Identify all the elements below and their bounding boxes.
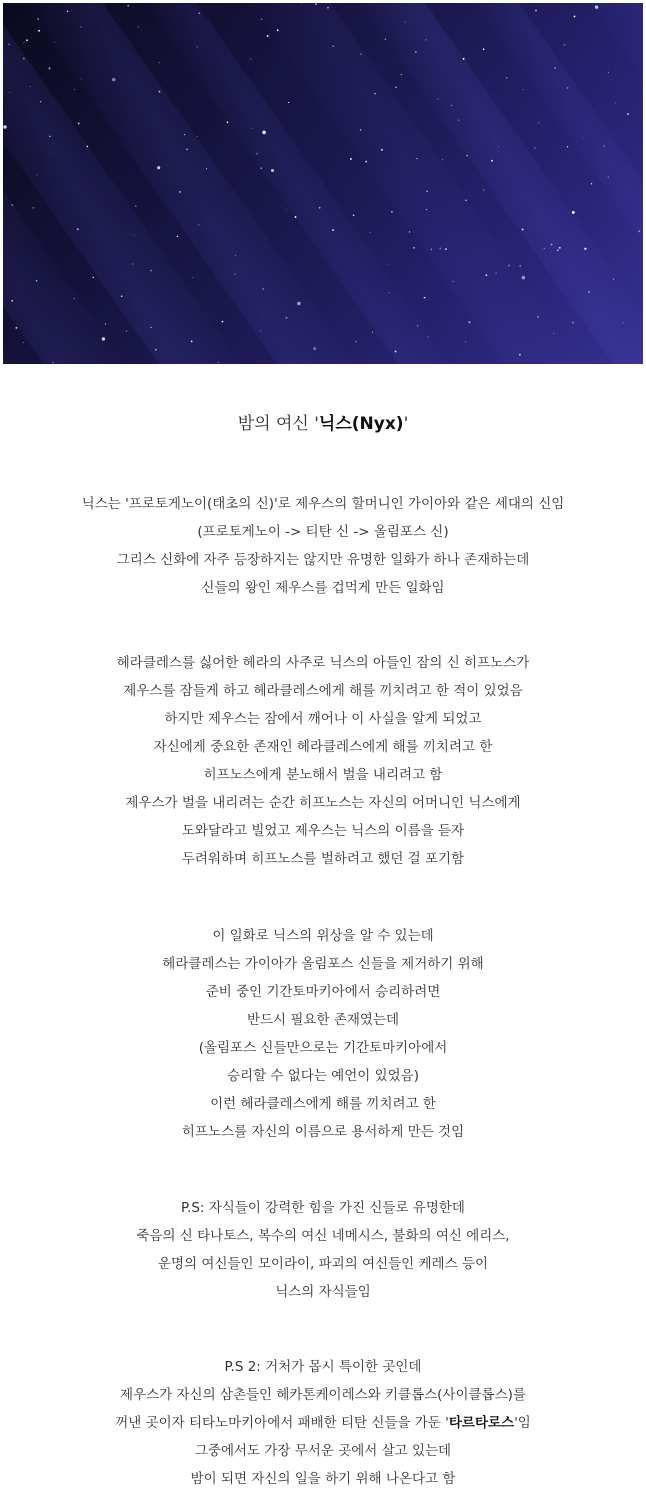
- star: [385, 38, 387, 40]
- text-line: 닉스의 자식들임: [275, 1284, 371, 1300]
- star: [395, 87, 396, 88]
- text-line: 이런 헤라클레스에게 해를 끼치려고 한: [210, 1096, 436, 1112]
- star: [567, 146, 568, 147]
- text-line: 두려워하며 히프노스를 벌하려고 했던 걸 포기함: [181, 851, 465, 867]
- star: [131, 234, 132, 235]
- paragraph-hypnos-story: [0, 649, 646, 873]
- emph-before: 꺼낸 곳이자 티타노마키아에서 패배한 티탄 신들을 가둔 ': [115, 1415, 449, 1431]
- star: [623, 322, 624, 323]
- tartarus-emphasis: 타르타로스: [448, 1415, 515, 1431]
- paragraph-intro: [0, 490, 646, 602]
- star: [80, 26, 81, 27]
- star: [365, 161, 367, 163]
- star: [465, 341, 466, 342]
- star: [595, 5, 598, 8]
- star: [78, 122, 80, 124]
- text-line: 헤라클레스는 가이아가 올림포스 신들을 제거하기 위해: [162, 956, 484, 972]
- star: [567, 87, 569, 89]
- star: [424, 297, 426, 299]
- star: [483, 189, 484, 190]
- star: [370, 232, 371, 233]
- star: [395, 351, 397, 353]
- star: [627, 113, 629, 115]
- star: [77, 228, 79, 230]
- star: [36, 280, 38, 282]
- star: [9, 92, 10, 93]
- star: [508, 265, 510, 267]
- star: [93, 277, 95, 279]
- star: [105, 323, 106, 324]
- star: [132, 263, 133, 264]
- star: [615, 103, 616, 104]
- star: [332, 229, 334, 231]
- star: [37, 18, 39, 20]
- star: [522, 276, 526, 280]
- star: [413, 247, 415, 249]
- star: [519, 265, 521, 267]
- star: [138, 26, 139, 27]
- title-suffix: ': [403, 414, 409, 434]
- night-sky-image: [3, 3, 643, 364]
- text-line: 죽음의 신 타나토스, 복수의 여신 네메시스, 불화의 여신 에리스,: [136, 1228, 510, 1244]
- star: [222, 321, 224, 323]
- star: [288, 102, 289, 103]
- star: [387, 264, 388, 265]
- star: [127, 5, 129, 7]
- star: [186, 148, 188, 150]
- star: [415, 51, 416, 52]
- star: [426, 191, 427, 192]
- paragraph-significance: [0, 922, 646, 1146]
- text-line: 자신에게 중요한 존재인 헤라클레스에게 해를 끼치려고 한: [153, 739, 493, 755]
- title-emphasis: 닉스(Nyx): [318, 414, 404, 434]
- star: [608, 72, 609, 73]
- emph-after: '임: [514, 1415, 531, 1431]
- star: [40, 101, 41, 102]
- star: [67, 11, 68, 12]
- star: [426, 209, 427, 210]
- star: [506, 77, 508, 79]
- star: [613, 279, 614, 280]
- star: [445, 248, 447, 250]
- star: [453, 281, 454, 282]
- star: [564, 44, 566, 46]
- text-line: P.S 2: 거처가 몹시 특이한 곳인데: [224, 1359, 422, 1375]
- star: [177, 236, 178, 237]
- star: [401, 74, 402, 75]
- star: [297, 302, 300, 305]
- star: [391, 211, 393, 213]
- star: [557, 249, 559, 251]
- paragraph-ps-children: [0, 1194, 646, 1306]
- star: [389, 292, 390, 293]
- star: [534, 147, 535, 148]
- star: [315, 3, 317, 5]
- star: [179, 191, 181, 193]
- star: [256, 153, 258, 155]
- star: [121, 295, 123, 297]
- star: [483, 48, 485, 50]
- title-prefix: 밤의 여신 ': [237, 414, 319, 434]
- star: [199, 12, 200, 13]
- star: [135, 205, 136, 206]
- text-line: 히프노스를 자신의 이름으로 용서하게 만든 것임: [181, 1124, 465, 1140]
- star: [11, 300, 13, 302]
- star: [572, 322, 574, 324]
- star: [23, 342, 24, 343]
- star: [196, 136, 197, 137]
- star: [537, 316, 539, 318]
- star: [184, 134, 185, 135]
- star: [522, 228, 524, 230]
- text-line: 헤라클레스를 싫어한 헤라의 사주로 닉스의 아들인 잠의 신 히프노스가: [116, 655, 530, 671]
- star: [150, 270, 152, 272]
- star: [405, 22, 406, 23]
- star: [319, 207, 321, 209]
- text-line: 밤이 되면 자신의 일을 하기 위해 나온다고 함: [190, 1471, 456, 1487]
- star: [23, 58, 25, 60]
- star: [126, 330, 127, 331]
- star: [134, 235, 135, 236]
- star: [73, 298, 74, 299]
- text-line: 신들의 왕인 제우스를 겁먹게 만든 일화임: [201, 580, 445, 596]
- text-line: 이 일화로 닉스의 위상을 알 수 있는데: [212, 928, 434, 944]
- star: [262, 131, 266, 135]
- text-line: 하지만 제우스는 잠에서 깨어나 이 사실을 알게 되었고: [164, 711, 482, 727]
- star: [198, 224, 199, 225]
- star: [353, 214, 355, 216]
- text-line: (올림포스 신들만으로는 기간토마키아에서: [198, 1040, 448, 1056]
- star: [271, 169, 274, 172]
- star: [574, 15, 576, 17]
- star: [52, 362, 54, 364]
- star: [30, 86, 31, 87]
- text-line: 제우스를 잠들게 하고 헤라클레스에게 해를 끼치려고 한 적이 있었음: [123, 683, 523, 699]
- star: [416, 158, 417, 159]
- star: [3, 125, 6, 128]
- star: [157, 166, 160, 169]
- star: [604, 146, 605, 147]
- star: [15, 327, 17, 329]
- paragraph-ps-residence: [0, 1353, 646, 1493]
- text-line: 제우스가 벌을 내리려는 순간 히프노스는 자신의 어머니인 닉스에게: [125, 795, 521, 811]
- star: [81, 78, 82, 79]
- star: [588, 291, 590, 293]
- star: [49, 136, 51, 138]
- star: [409, 231, 410, 232]
- text-line: 그리스 신화에 자주 등장하지는 않지만 유명한 일화가 하나 존재하는데: [116, 552, 530, 568]
- star: [252, 128, 253, 129]
- star: [360, 53, 361, 54]
- star: [469, 321, 471, 323]
- text-line: 도와달라고 빌었고 제우스는 닉스의 이름을 듣자: [181, 823, 465, 839]
- star: [584, 248, 586, 250]
- star: [417, 325, 418, 326]
- star: [608, 176, 609, 177]
- star: [192, 277, 193, 278]
- star: [559, 247, 561, 249]
- star: [206, 168, 207, 169]
- star: [437, 99, 438, 100]
- star: [87, 146, 89, 148]
- star: [519, 354, 521, 356]
- star: [327, 7, 329, 9]
- star: [262, 288, 264, 290]
- star: [250, 58, 251, 59]
- star: [112, 78, 116, 82]
- star: [554, 67, 555, 68]
- star: [544, 248, 545, 249]
- star: [333, 46, 334, 47]
- star: [535, 10, 537, 12]
- text-line: 닉스는 '프로토게노이(태초의 신)'로 제우스의 할머니인 가이아와 같은 세대의 신임: [81, 496, 565, 512]
- star: [286, 209, 287, 210]
- star: [260, 167, 262, 169]
- star: [523, 89, 524, 90]
- star: [191, 341, 193, 343]
- star: [159, 62, 160, 63]
- star: [431, 249, 432, 250]
- star: [151, 327, 152, 328]
- star: [451, 105, 452, 106]
- star: [277, 29, 279, 31]
- star: [295, 216, 297, 218]
- star: [218, 362, 219, 363]
- text-line: 히프노스에게 분노해서 벌을 내리려고 함: [203, 767, 443, 783]
- star: [32, 207, 34, 209]
- star: [551, 244, 553, 246]
- star: [360, 129, 362, 131]
- star: [267, 35, 269, 37]
- star: [12, 204, 13, 205]
- star: [102, 337, 105, 340]
- star: [553, 333, 554, 334]
- star: [74, 89, 75, 90]
- star: [491, 160, 493, 162]
- star: [465, 200, 466, 201]
- text-line: 반드시 필요한 존재였는데: [246, 1012, 400, 1028]
- star: [638, 230, 640, 232]
- star: [439, 247, 441, 249]
- star: [467, 155, 468, 156]
- star: [234, 274, 235, 275]
- text-line: 승리할 수 없다는 예언이 있었음): [227, 1068, 419, 1084]
- star: [495, 272, 497, 274]
- text-line: P.S: 자식들이 강력한 힘을 가진 신들로 유명한데: [181, 1200, 465, 1216]
- star: [227, 121, 229, 123]
- star: [356, 341, 357, 342]
- star: [538, 122, 539, 123]
- star: [442, 159, 443, 160]
- star: [38, 30, 40, 32]
- star: [463, 58, 465, 60]
- star: [313, 347, 316, 350]
- star: [485, 274, 487, 276]
- star: [51, 152, 52, 153]
- star: [428, 336, 429, 337]
- star: [572, 211, 575, 214]
- star: [155, 349, 157, 351]
- star: [159, 91, 161, 93]
- star: [286, 317, 288, 319]
- star: [8, 43, 10, 45]
- star: [261, 18, 263, 20]
- text-line: (프로토게노이 -> 티탄 신 -> 올림포스 신): [197, 524, 449, 540]
- page-title: [0, 410, 646, 438]
- star: [260, 330, 261, 331]
- star: [591, 183, 592, 184]
- star: [350, 158, 352, 160]
- star: [583, 138, 584, 139]
- star: [26, 39, 28, 41]
- star: [458, 120, 459, 121]
- text-line-with-emphasis: [0, 1409, 646, 1437]
- star: [23, 42, 24, 43]
- star-field: [3, 3, 643, 364]
- star: [374, 93, 376, 95]
- star: [372, 332, 373, 333]
- star: [37, 174, 38, 175]
- text-line: 운명의 여신들인 모이라이, 파괴의 여신들인 케레스 등이: [158, 1256, 488, 1272]
- star: [235, 255, 236, 256]
- star: [425, 39, 426, 40]
- text-line: 준비 중인 기간토마키아에서 승리하려면: [205, 984, 441, 1000]
- text-line: 제우스가 자신의 삼촌들인 헤카톤케이레스와 키클롭스(사이클롭스)를: [120, 1387, 526, 1403]
- text-line: 그중에서도 가장 무서운 곳에서 살고 있는데: [194, 1443, 452, 1459]
- star: [49, 67, 51, 69]
- star: [197, 46, 198, 47]
- star: [498, 146, 499, 147]
- star: [381, 149, 383, 151]
- star: [54, 42, 55, 43]
